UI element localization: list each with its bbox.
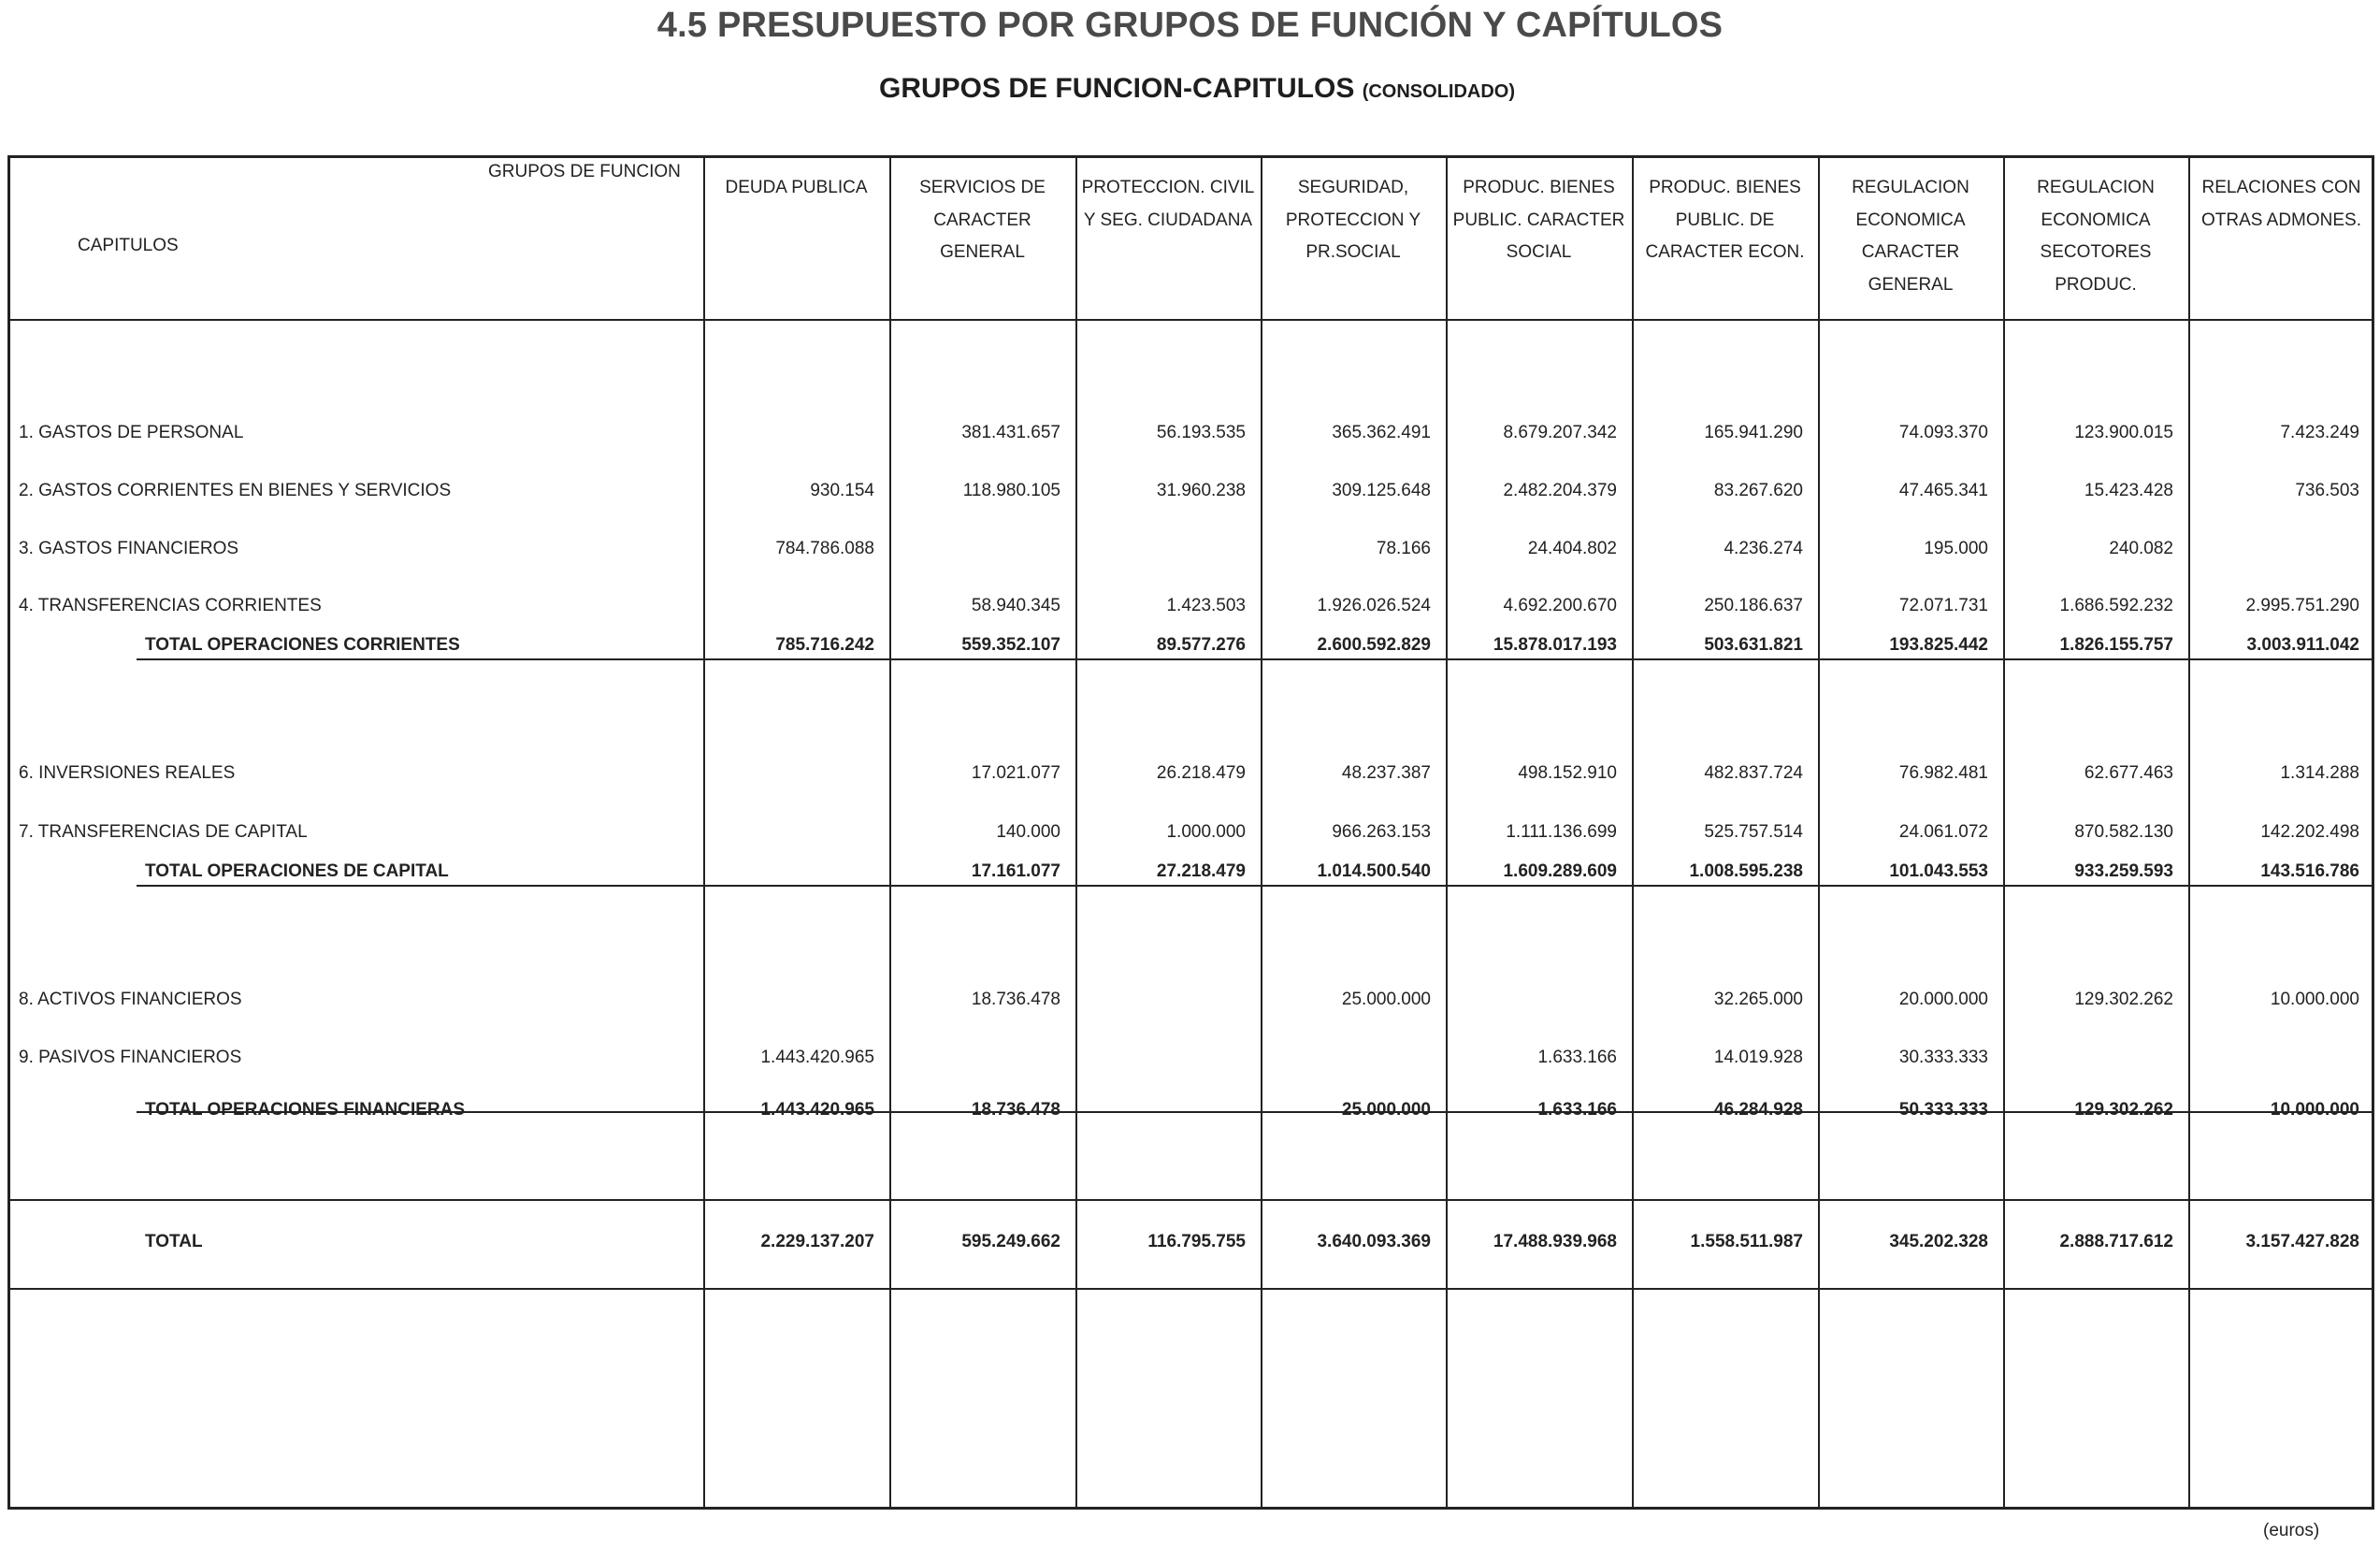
total-cell: 25.000.000 <box>1341 1100 1431 1120</box>
total-cell: 101.043.553 <box>1889 861 1988 881</box>
row-label: 3. GASTOS FINANCIEROS <box>19 539 239 558</box>
total-cell: 193.825.442 <box>1889 635 1988 655</box>
column-header-line: PUBLIC. CARACTER <box>1452 210 1625 230</box>
column-header <box>1075 172 1261 237</box>
column-header <box>2188 172 2374 237</box>
value-cell: 930.154 <box>810 481 874 500</box>
page-title: 4.5 PRESUPUESTO POR GRUPOS DE FUNCIÓN Y CAPÍTULOS <box>656 6 1724 45</box>
total-cell: 1.014.500.540 <box>1317 861 1431 881</box>
value-cell: 140.000 <box>996 822 1060 842</box>
page-subtitle <box>879 73 1627 105</box>
value-cell: 25.000.000 <box>1341 990 1431 1009</box>
total-cell: 10.000.000 <box>2270 1100 2359 1120</box>
total-cell: 50.333.333 <box>1898 1100 1988 1120</box>
units-note: (euros) <box>2263 1521 2320 1540</box>
value-cell: 56.193.535 <box>1156 423 1246 442</box>
total-cell: 559.352.107 <box>961 635 1060 655</box>
column-header-line: PRODUC. BIENES <box>1463 178 1615 197</box>
value-cell: 784.786.088 <box>775 539 874 558</box>
column-header-line: REGULACION <box>1852 178 1969 197</box>
column-header-line: ECONOMICA <box>2041 210 2151 230</box>
value-cell: 10.000.000 <box>2270 990 2359 1009</box>
column-divider <box>703 155 705 1510</box>
value-cell: 62.677.463 <box>2084 763 2173 783</box>
value-cell: 31.960.238 <box>1156 481 1246 500</box>
total-cell: 15.878.017.193 <box>1493 635 1617 655</box>
corner-header-chapters: CAPITULOS <box>78 236 179 255</box>
value-cell: 48.237.387 <box>1341 763 1431 783</box>
total-cell: 595.249.662 <box>961 1232 1060 1251</box>
value-cell: 240.082 <box>2109 539 2173 558</box>
total-cell: 2.229.137.207 <box>760 1232 874 1251</box>
total-cell: 17.161.077 <box>971 861 1060 881</box>
total-row-label: TOTAL <box>145 1232 203 1251</box>
value-cell: 24.061.072 <box>1898 822 1988 842</box>
column-header <box>1818 172 2003 301</box>
value-cell: 736.503 <box>2295 481 2359 500</box>
value-cell: 1.423.503 <box>1166 596 1246 615</box>
subtitle-text: GRUPOS DE FUNCION-CAPITULOS <box>879 73 1355 104</box>
total-cell: 129.302.262 <box>2074 1100 2173 1120</box>
column-header-line: CARACTER ECON. <box>1645 242 1805 262</box>
value-cell: 7.423.249 <box>2280 423 2359 442</box>
value-cell: 165.941.290 <box>1704 423 1803 442</box>
total-row-label: TOTAL OPERACIONES DE CAPITAL <box>145 861 449 881</box>
total-cell: 1.633.166 <box>1537 1100 1617 1120</box>
value-cell: 78.166 <box>1376 539 1431 558</box>
value-cell: 195.000 <box>1924 539 1988 558</box>
row-divider <box>7 319 2374 321</box>
total-cell: 2.888.717.612 <box>2059 1232 2173 1251</box>
total-cell: 116.795.755 <box>1147 1232 1246 1251</box>
value-cell: 18.736.478 <box>971 990 1060 1009</box>
column-header-line: PR.SOCIAL <box>1305 242 1401 262</box>
column-header-line: REGULACION <box>2037 178 2155 197</box>
value-cell: 14.019.928 <box>1713 1048 1803 1067</box>
value-cell: 15.423.428 <box>2084 481 2173 500</box>
total-row-label: TOTAL OPERACIONES FINANCIERAS <box>145 1100 466 1120</box>
column-header-line: PRODUC. <box>2055 274 2137 295</box>
total-cell: 27.218.479 <box>1156 861 1246 881</box>
value-cell: 72.071.731 <box>1898 596 1988 615</box>
value-cell: 4.236.274 <box>1724 539 1803 558</box>
total-cell: 17.488.939.968 <box>1493 1232 1617 1251</box>
column-header-line: SOCIAL <box>1506 242 1572 262</box>
value-cell: 1.686.592.232 <box>2059 596 2173 615</box>
column-header-line: DEUDA PUBLICA <box>725 178 868 197</box>
value-cell: 26.218.479 <box>1156 763 1246 783</box>
value-cell: 870.582.130 <box>2074 822 2173 842</box>
value-cell: 2.482.204.379 <box>1503 481 1617 500</box>
column-header-line: GENERAL <box>940 242 1025 262</box>
corner-header-groups: GRUPOS DE FUNCION <box>488 162 681 181</box>
row-label: 8. ACTIVOS FINANCIEROS <box>19 990 242 1009</box>
column-header-line: OTRAS ADMONES. <box>2200 210 2362 230</box>
value-cell: 482.837.724 <box>1704 763 1803 783</box>
total-cell: 503.631.821 <box>1704 635 1803 655</box>
row-label: 9. PASIVOS FINANCIEROS <box>19 1048 242 1067</box>
total-cell: 3.640.093.369 <box>1317 1232 1431 1251</box>
value-cell: 32.265.000 <box>1713 990 1803 1009</box>
value-cell: 1.111.136.699 <box>1506 822 1617 842</box>
value-cell: 966.263.153 <box>1332 822 1431 842</box>
row-divider <box>7 1199 2374 1201</box>
total-cell: 2.600.592.829 <box>1317 635 1431 655</box>
column-header <box>2003 172 2188 301</box>
row-divider <box>7 1288 2374 1290</box>
value-cell: 1.633.166 <box>1537 1048 1617 1067</box>
column-header <box>703 172 889 205</box>
column-header <box>1446 172 1632 269</box>
total-cell: 3.003.911.042 <box>2246 635 2359 655</box>
row-label: 7. TRANSFERENCIAS DE CAPITAL <box>19 822 308 842</box>
total-cell: 46.284.928 <box>1713 1100 1803 1120</box>
value-cell: 498.152.910 <box>1518 763 1617 783</box>
total-row-label: TOTAL OPERACIONES CORRIENTES <box>145 635 460 655</box>
value-cell: 1.926.026.524 <box>1317 596 1431 615</box>
column-header-line: SERVICIOS DE <box>919 178 1046 197</box>
subtitle-note: (CONSOLIDADO) <box>1362 81 1516 102</box>
value-cell: 74.093.370 <box>1898 423 1988 442</box>
value-cell: 8.679.207.342 <box>1503 423 1617 442</box>
column-header <box>1632 172 1818 269</box>
total-cell: 18.736.478 <box>971 1100 1060 1120</box>
column-header-line: CARACTER <box>1861 242 1960 262</box>
total-cell: 1.443.420.965 <box>760 1100 874 1120</box>
value-cell: 2.995.751.290 <box>2245 596 2359 615</box>
column-header <box>1261 172 1446 269</box>
row-label: 6. INVERSIONES REALES <box>19 763 236 783</box>
value-cell: 24.404.802 <box>1527 539 1617 558</box>
column-header-line: PROTECCION. CIVIL <box>1081 178 1255 197</box>
value-cell: 142.202.498 <box>2260 822 2359 842</box>
total-cell: 1.826.155.757 <box>2059 635 2173 655</box>
column-header-line: SEGURIDAD, <box>1297 178 1409 197</box>
value-cell: 123.900.015 <box>2074 423 2173 442</box>
value-cell: 381.431.657 <box>961 423 1060 442</box>
column-header-line: PRODUC. BIENES <box>1649 178 1801 197</box>
column-header-line: PUBLIC. DE <box>1675 210 1775 230</box>
value-cell: 4.692.200.670 <box>1503 596 1617 615</box>
value-cell: 83.267.620 <box>1713 481 1803 500</box>
row-divider <box>137 658 2374 660</box>
value-cell: 1.314.288 <box>2280 763 2359 783</box>
total-cell: 1.558.511.987 <box>1690 1232 1803 1251</box>
value-cell: 47.465.341 <box>1898 481 1988 500</box>
total-cell: 89.577.276 <box>1156 635 1246 655</box>
value-cell: 1.443.420.965 <box>760 1048 874 1067</box>
column-header-line: SECOTORES <box>2040 242 2152 262</box>
total-cell: 143.516.786 <box>2260 861 2359 881</box>
row-label: 4. TRANSFERENCIAS CORRIENTES <box>19 596 322 615</box>
column-header-line: ECONOMICA <box>1855 210 1966 230</box>
value-cell: 1.000.000 <box>1166 822 1246 842</box>
column-header-line: RELACIONES CON <box>2201 178 2361 197</box>
total-cell: 3.157.427.828 <box>2245 1232 2359 1251</box>
row-label: 2. GASTOS CORRIENTES EN BIENES Y SERVICIOS <box>19 481 452 500</box>
value-cell: 30.333.333 <box>1898 1048 1988 1067</box>
value-cell: 129.302.262 <box>2074 990 2173 1009</box>
value-cell: 58.940.345 <box>971 596 1060 615</box>
total-cell: 933.259.593 <box>2074 861 2173 881</box>
total-cell: 345.202.328 <box>1889 1232 1988 1251</box>
total-cell: 1.008.595.238 <box>1689 861 1803 881</box>
row-divider <box>137 885 2374 887</box>
total-cell: 785.716.242 <box>775 635 874 655</box>
column-header-line: GENERAL <box>1868 274 1954 295</box>
column-header-line: CARACTER <box>933 210 1031 230</box>
value-cell: 20.000.000 <box>1898 990 1988 1009</box>
total-cell: 1.609.289.609 <box>1503 861 1617 881</box>
value-cell: 250.186.637 <box>1704 596 1803 615</box>
value-cell: 525.757.514 <box>1704 822 1803 842</box>
row-label: 1. GASTOS DE PERSONAL <box>19 423 244 442</box>
value-cell: 365.362.491 <box>1332 423 1431 442</box>
column-header-line: Y SEG. CIUDADANA <box>1083 210 1253 230</box>
value-cell: 17.021.077 <box>971 763 1060 783</box>
value-cell: 76.982.481 <box>1898 763 1988 783</box>
value-cell: 118.980.105 <box>962 481 1060 500</box>
value-cell: 309.125.648 <box>1332 481 1431 500</box>
column-header-line: PROTECCION Y <box>1285 210 1421 230</box>
column-header <box>889 172 1075 269</box>
